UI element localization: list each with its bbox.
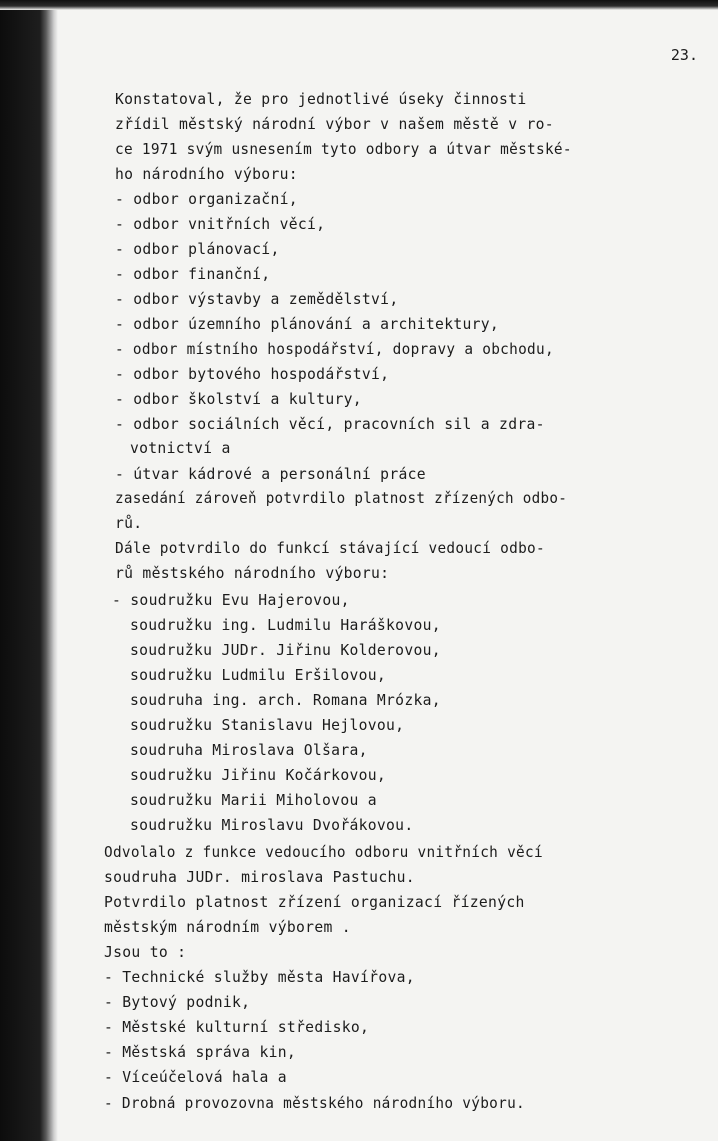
text-line: - odbor místního hospodářství, dopravy a obchodu, (115, 340, 554, 358)
text-line: Jsou to : (104, 943, 187, 961)
text-line: soudruha JUDr. miroslava Pastuchu. (104, 868, 415, 886)
text-line: soudruha Miroslava Olšara, (130, 741, 368, 759)
text-line: zřídil městský národní výbor v našem městě v ro- (115, 115, 554, 133)
text-line: soudružku Jiřinu Kočárkovou, (130, 766, 387, 784)
text-line: soudružku JUDr. Jiřinu Kolderovou, (130, 641, 441, 659)
text-line: Potvrdilo platnost zřízení organizací řízených (104, 893, 525, 911)
text-line: městským národním výborem . (104, 918, 351, 936)
text-line: - Technické služby města Havířova, (104, 968, 415, 986)
text-line: Konstatoval, že pro jednotlivé úseky činnosti (115, 90, 527, 108)
text-line: ce 1971 svým usnesením tyto odbory a útvar městské- (115, 140, 572, 158)
text-line: rů městského národního výboru: (115, 564, 390, 582)
text-line: - soudružku Evu Hajerovou, (112, 591, 350, 609)
text-line: votnictví a (130, 439, 231, 457)
text-line: Dále potvrdilo do funkcí stávající vedoucí odbo- (115, 539, 545, 557)
text-line: - odbor školství a kultury, (115, 390, 362, 408)
text-line: - Víceúčelová hala a (104, 1068, 287, 1086)
text-line: - odbor územního plánování a architektury, (115, 315, 500, 333)
text-line: - útvar kádrové a personální práce (115, 465, 426, 483)
text-line: Odvolalo z funkce vedoucího odboru vnitřních věcí (104, 843, 543, 861)
text-line: soudružku Miroslavu Dvořákovou. (130, 816, 414, 834)
text-line: zasedání zároveň potvrdilo platnost zřízených odbo- (115, 489, 568, 507)
text-line: - odbor sociálních věcí, pracovních sil a zdra- (115, 415, 545, 433)
text-line: - odbor výstavby a zemědělství, (115, 290, 399, 308)
text-line: - Městská správa kin, (104, 1043, 297, 1061)
text-line: rů. (115, 514, 143, 532)
text-line: soudružku Stanislavu Hejlovou, (130, 716, 405, 734)
text-line: - odbor vnitřních věcí, (115, 215, 326, 233)
text-line: soudruha ing. arch. Romana Mrózka, (130, 691, 441, 709)
text-line: - Drobná provozovna městského národního výboru. (104, 1094, 526, 1112)
text-line: - odbor bytového hospodářství, (115, 365, 390, 383)
text-line: - Bytový podnik, (104, 993, 251, 1011)
text-line: soudružku Ludmilu Eršilovou, (130, 666, 387, 684)
text-line: - odbor finanční, (115, 265, 271, 283)
page-number: 23. (670, 46, 698, 64)
text-line: - odbor plánovací, (115, 240, 280, 258)
text-line: - odbor organizační, (115, 190, 298, 208)
text-line: soudružku ing. Ludmilu Haráškovou, (130, 616, 441, 634)
text-line: ho národního výboru: (115, 165, 298, 183)
text-line: - Městské kulturní středisko, (104, 1018, 370, 1036)
text-line: soudružku Marii Miholovou a (130, 791, 377, 809)
